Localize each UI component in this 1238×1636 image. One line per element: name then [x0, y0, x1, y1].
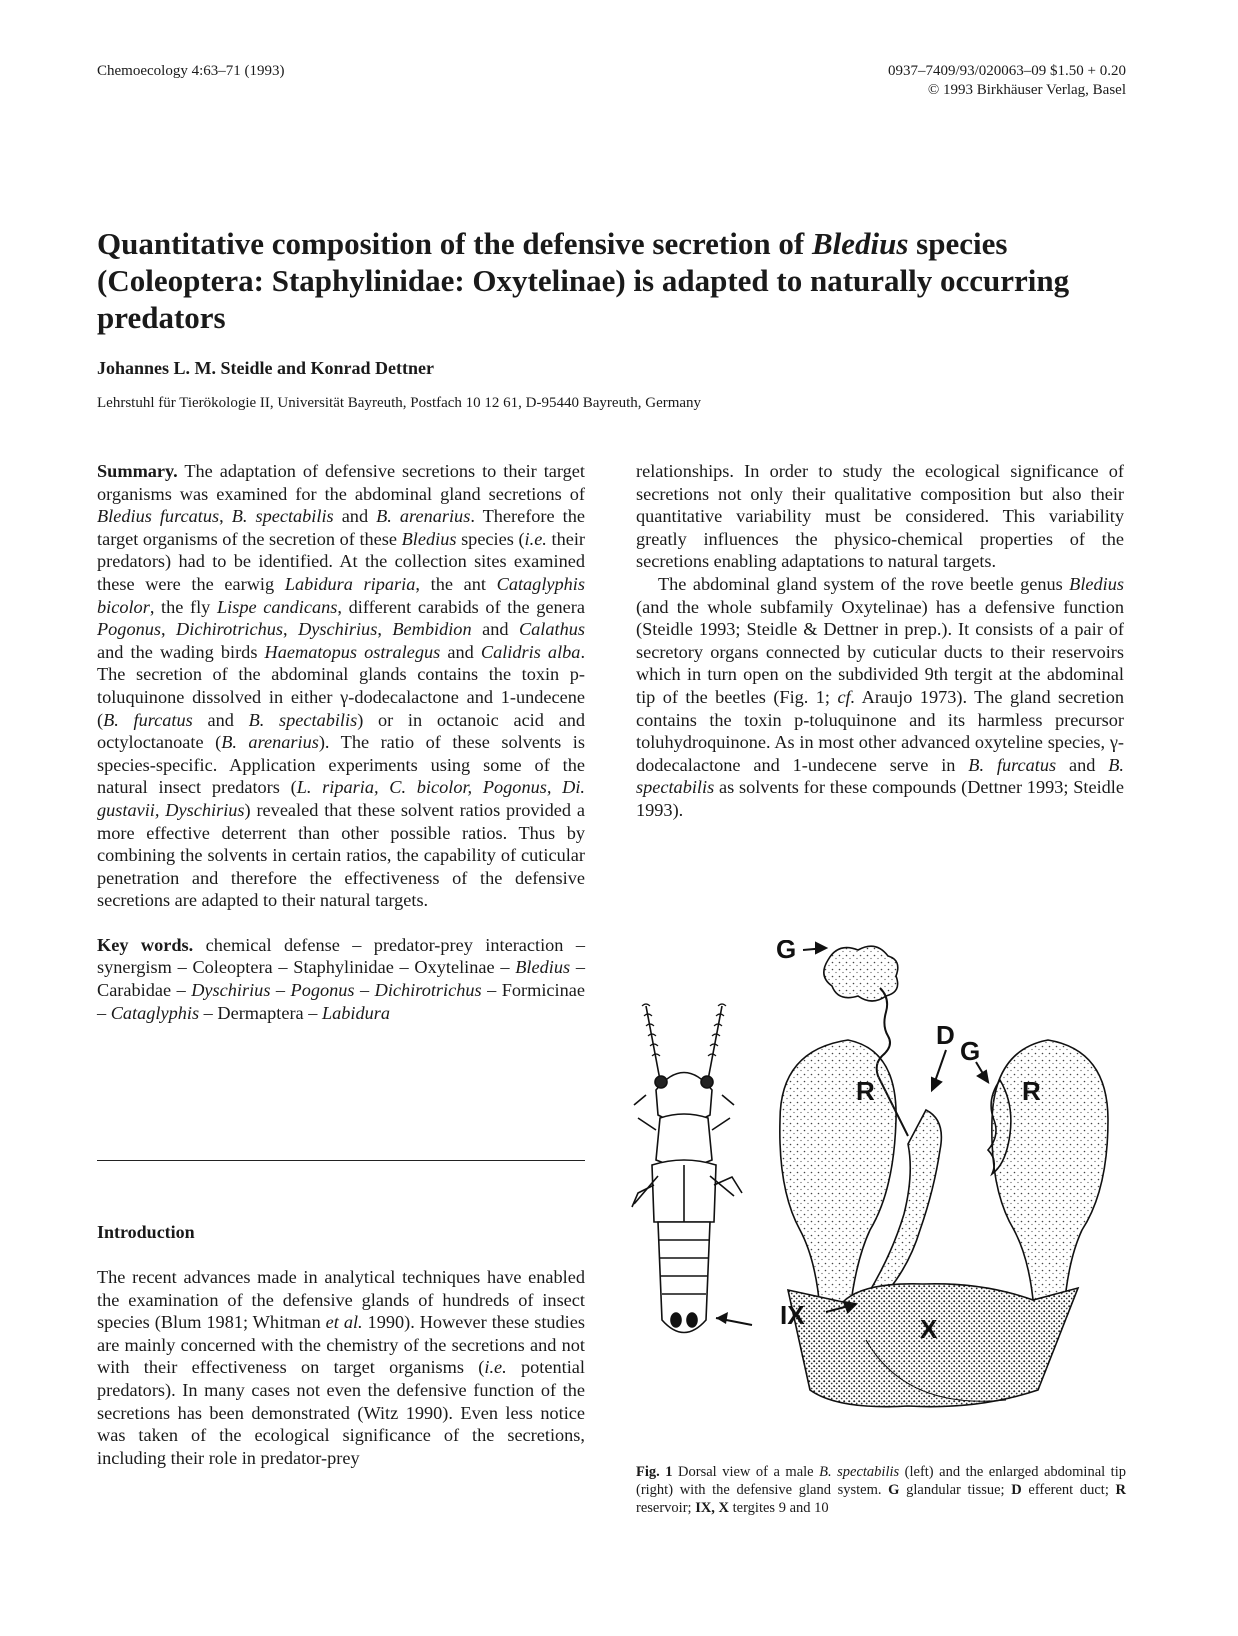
authors: Johannes L. M. Steidle and Konrad Dettner: [97, 358, 435, 378]
label-G-top: G: [776, 940, 797, 964]
article-title: Quantitative composition of the defensive secretion of Bledius species (Coleoptera: Staphylinidae: Oxytelinae) is adapted to naturally occurring predators: [97, 226, 1070, 335]
introduction-paragraph: The recent advances made in analytical techniques have enabled the examination of the defensive glands of hundreds of insect species (Blum 1981; Whitman et al. 1990). However these studies are mainly concerned with the chemistry of the secretions and not with their effectiveness on target organisms (i.e. potential predators). In many cases not even the defensive function of the secretions has been demonstrated (Witz 1990). Even less notice was taken of the ecological significance of the secretions, including their role in predator-prey: [97, 1267, 585, 1468]
journal-citation: Chemoecology 4:63–71 (1993): [97, 63, 285, 79]
right-paragraph-1: relationships. In order to study the ecological significance of secretions not only their qualitative composition but also their quantitative variability must be considered. This variability greatly influences the physico-chemical properties of the secretions enabling adaptations to natural targets.: [636, 461, 1124, 572]
figure-1: [628, 940, 1128, 1460]
right-column: [636, 460, 1124, 822]
right-paragraph-2: The abdominal gland system of the rove beetle genus Bledius (and the whole subfamily Oxytelinae) has a defensive function (Steidle 1993; Steidle & Dettner in prep.). It consists of a pair of secretory organs connected by cuticular ducts to their reservoirs which in turn open on the subdivided 9th tergit at the abdominal tip of the beetles (Fig. 1; cf. Araujo 1973). The gland secretion contains the toxin p-toluquinone and its harmless precursor toluhydroquinone. As in most other advanced oxyteline species, γ-dodecalactone and 1-undecene serve in B. furcatus and B. spectabilis as solvents for these compounds (Dettner 1993; Steidle 1993).: [636, 573, 1124, 820]
summary-paragraph: Summary. The adaptation of defensive secretions to their target organisms was examined for the abdominal gland secretions of Bledius furcatus, B. spectabilis and B. arenarius. Therefore the target organisms of the secretion of these Bledius species (i.e. their predators) had to be identified. At the collection sites examined these were the earwig Labidura riparia, the ant Cataglyphis bicolor, the fly Lispe candicans, different carabids of the genera Pogonus, Dichirotrichus, Dyschirius, Bembidion and Calathus and the wading birds Haematopus ostralegus and Calidris alba. The secretion of the abdominal glands contains the toxin p-toluquinone dissolved in either γ-dodecalactone and 1-undecene (B. furcatus and B. spectabilis) or in octanoic acid and octyloctanoate (B. arenarius). The ratio of these solvents is species-specific. Application experiments using some of the natural insect predators (L. riparia, C. bicolor, Pogonus, Di. gustavii, Dyschirius) revealed that these solvent ratios provided a more effective deterrent than other possible ratios. Thus by combining the solvents in certain ratios, the capability of cuticular penetration and therefore the effectiveness of the defensive secretions are adapted to their natural targets.: [97, 461, 586, 911]
label-IX: IX: [780, 1300, 805, 1330]
beetle-drawing: [632, 1004, 742, 1333]
section-divider: [97, 1160, 585, 1161]
affiliation: Lehrstuhl für Tierökologie II, Universität Bayreuth, Postfach 10 12 61, D-95440 Bayreuth, Germany: [97, 395, 702, 411]
arrow-icon: [716, 1312, 752, 1325]
left-column: [97, 460, 585, 1024]
label-G-right: G: [960, 1036, 981, 1066]
label-R-left: R: [856, 1076, 875, 1106]
keywords-paragraph: Key words. chemical defense – predator-prey interaction – synergism – Coleoptera – Staphylinidae – Oxytelinae – Bledius – Carabidae – Dyschirius – Pogonus – Dichirotrichus – Formicinae – Cataglyphis – Dermaptera – Labidura: [97, 934, 585, 1023]
label-R-right: R: [1022, 1076, 1041, 1106]
figure-caption: Fig. 1 Dorsal view of a male B. spectabilis (left) and the enlarged abdominal tip (right) with the defensive gland system. G glandular tissue; D efferent duct; R reservoir; IX, X tergites 9 and 10: [636, 1464, 1126, 1516]
gland-system-drawing: [780, 946, 1108, 1407]
copyright-line: © 1993 Birkhäuser Verlag, Basel: [927, 82, 1126, 98]
introduction-heading: Introduction: [97, 1222, 195, 1242]
label-X: X: [920, 1314, 938, 1344]
label-D: D: [936, 1020, 955, 1050]
article-code: 0937–7409/93/020063–09 $1.50 + 0.20: [887, 63, 1126, 79]
